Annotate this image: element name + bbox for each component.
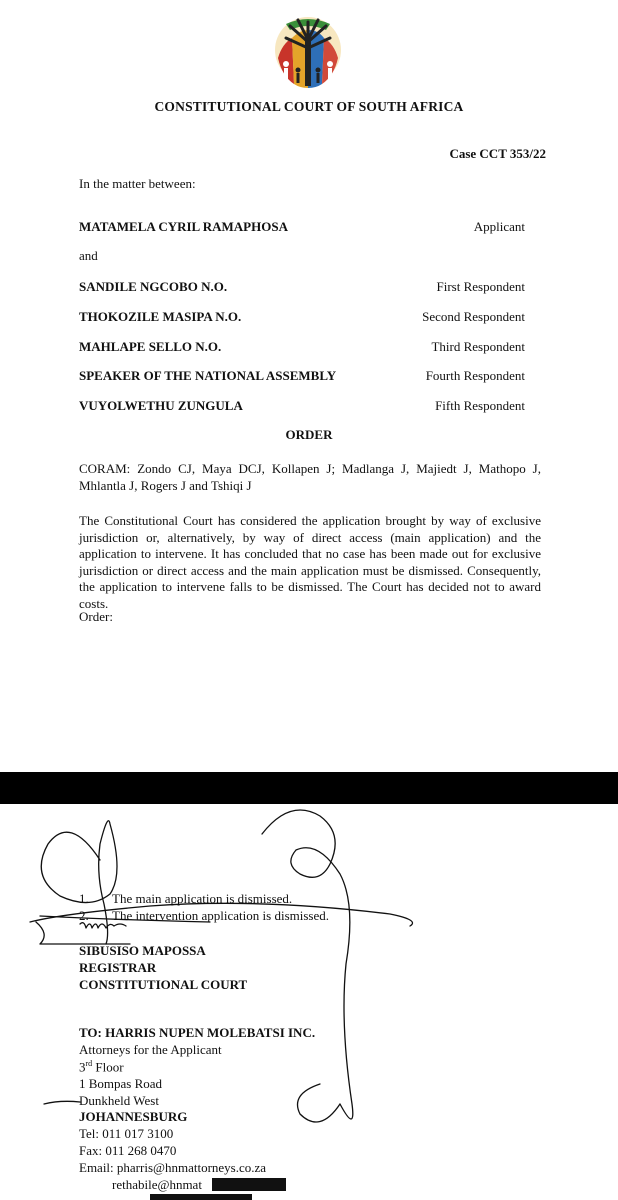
party-name: THOKOZILE MASIPA N.O.	[79, 309, 242, 324]
and-text: and	[79, 248, 98, 263]
matter-intro: In the matter between:	[79, 176, 196, 191]
party-applicant	[79, 219, 525, 237]
party-role: Fifth Respondent	[435, 398, 525, 413]
order-heading: ORDER	[285, 427, 333, 442]
order-item-number: 1.	[79, 891, 89, 906]
case-number: Case CCT 353/22	[449, 146, 546, 161]
order-label: Order:	[79, 609, 113, 624]
signatory-title: REGISTRAR	[79, 960, 157, 975]
court-title: CONSTITUTIONAL COURT OF SOUTH AFRICA	[154, 99, 464, 114]
redaction-bar	[150, 1194, 252, 1200]
party-name: MATAMELA CYRIL RAMAPHOSA	[79, 219, 288, 234]
address-floor	[79, 1059, 124, 1075]
party-role: Third Respondent	[431, 339, 525, 354]
party-respondent-5	[79, 398, 525, 416]
party-role: Applicant	[473, 219, 525, 234]
page-separator	[0, 772, 618, 804]
email-secondary: rethabile@hnmat	[112, 1177, 202, 1192]
party-name: SANDILE NGCOBO N.O.	[79, 279, 228, 294]
document-page-2	[0, 804, 618, 1200]
address-line: Dunkheld West	[79, 1093, 159, 1108]
email: Email: pharris@hnmattorneys.co.za	[79, 1160, 267, 1175]
party-respondent-2	[79, 309, 525, 327]
floor-suffix: rd	[85, 1059, 93, 1068]
address-line: 1 Bompas Road	[79, 1076, 163, 1091]
party-respondent-3	[79, 339, 525, 357]
constitutional-court-logo	[272, 14, 344, 90]
address-city: JOHANNESBURG	[79, 1109, 188, 1124]
redaction-bar	[212, 1178, 286, 1191]
floor-word: Floor	[95, 1059, 124, 1075]
party-name: MAHLAPE SELLO N.O.	[79, 339, 222, 354]
party-respondent-4	[79, 368, 525, 386]
order-body-paragraph: The Constitutional Court has considered the application brought by way of exclusive jurisdiction or, alternatively, by way of direct access (main application) and the application to intervene. It has concluded that no case has been made out for exclusive jurisdiction or direct access and the main application must be dismissed. Consequently, the application to intervene falls to be dismissed. The Court has decided not to award costs.	[79, 513, 541, 611]
order-item-number: 2.	[79, 908, 89, 923]
signatory-office: CONSTITUTIONAL COURT	[79, 977, 248, 992]
party-name: SPEAKER OF THE NATIONAL ASSEMBLY	[79, 368, 337, 383]
party-role: Fourth Respondent	[425, 368, 525, 383]
recipient-line: TO: HARRIS NUPEN MOLEBATSI INC.	[79, 1025, 316, 1040]
coram-paragraph: CORAM: Zondo CJ, Maya DCJ, Kollapen J; Madlanga J, Majiedt J, Mathopo J, Mhlantla J, Rogers J and Tshiqi J	[79, 461, 541, 493]
signatory-name: SIBUSISO MAPOSSA	[79, 943, 206, 958]
fax: Fax: 011 268 0470	[79, 1143, 177, 1158]
order-item-text: The intervention application is dismissed.	[112, 908, 329, 923]
party-name: VUYOLWETHU ZUNGULA	[79, 398, 243, 413]
floor-number: 3	[79, 1059, 86, 1075]
party-respondent-1	[79, 279, 525, 297]
address-line: Attorneys for the Applicant	[79, 1042, 222, 1057]
party-role: Second Respondent	[422, 309, 525, 324]
telephone: Tel: 011 017 3100	[79, 1126, 174, 1141]
order-item-text: The main application is dismissed.	[112, 891, 293, 906]
party-role: First Respondent	[436, 279, 525, 294]
